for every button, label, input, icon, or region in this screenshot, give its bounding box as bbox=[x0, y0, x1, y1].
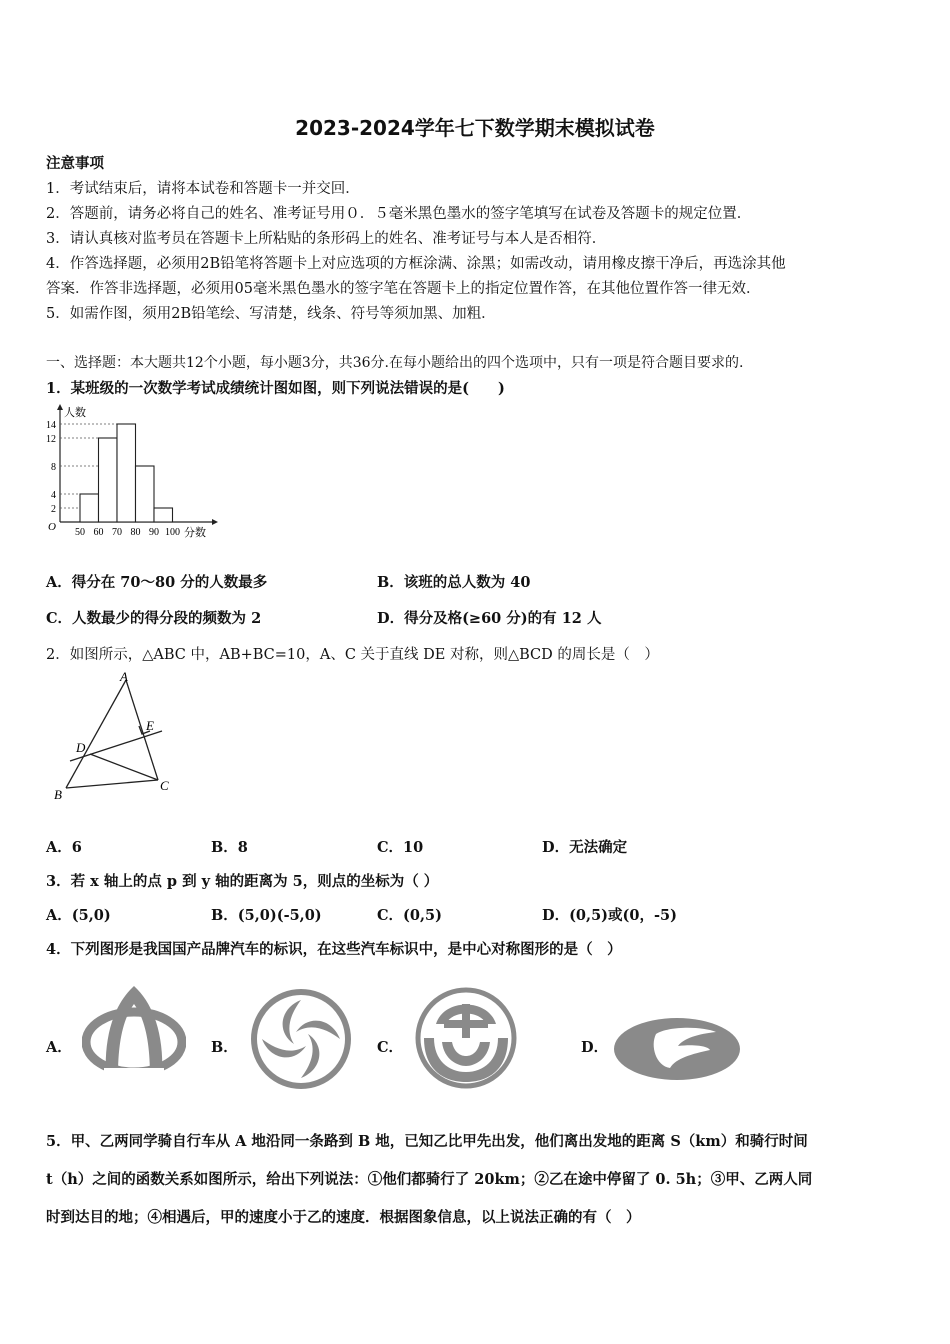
side-ab bbox=[66, 680, 126, 788]
q5-line: t（h）之间的函数关系如图所示，给出下列说法：①他们都骑行了 20km；②乙在途中停留了 0. 5h；③甲、乙两人同 bbox=[46, 1171, 813, 1188]
y-axis-arrow bbox=[57, 404, 63, 410]
y-tick-label: 2 bbox=[51, 504, 56, 515]
notice-item: 答案．作答非选择题，必须用05毫米黑色墨水的签字笔在答题卡上的指定位置作答，在其他位置作答一律无效． bbox=[46, 281, 761, 297]
x-axis-label: 分数 bbox=[184, 527, 206, 539]
histogram-bar bbox=[136, 466, 155, 522]
q3-option-b[interactable]: B．(5,0)(-5,0) bbox=[211, 907, 322, 924]
q2-option-a[interactable]: A．6 bbox=[46, 839, 82, 856]
arch-logo-icon bbox=[82, 980, 186, 1084]
histogram-bar bbox=[117, 424, 136, 522]
origin-label: O bbox=[48, 521, 56, 533]
y-tick-label: 14 bbox=[46, 420, 56, 431]
q4-option-b[interactable]: B． bbox=[211, 1039, 238, 1056]
q2-option-c[interactable]: C．10 bbox=[377, 839, 424, 856]
q3-stem: 3．若 x 轴上的点 p 到 y 轴的距离为 5，则点的坐标为（ ） bbox=[46, 873, 439, 890]
histogram-bar bbox=[80, 494, 99, 522]
x-tick-label: 60 bbox=[93, 527, 104, 538]
label-b: B bbox=[54, 787, 62, 802]
section-heading: 一、选择题：本大题共12个小题，每小题3分，共36分.在每小题给出的四个选项中，只有一项是符合题目要求的. bbox=[46, 355, 744, 371]
q4-option-a[interactable]: A． bbox=[46, 1039, 72, 1056]
label-c: C bbox=[160, 778, 169, 793]
q1-option-a[interactable]: A．得分在 70～80 分的人数最多 bbox=[46, 574, 268, 591]
x-tick-label: 80 bbox=[130, 527, 141, 538]
histogram-bar bbox=[154, 508, 173, 522]
page-title: 2023-2024学年七下数学期末模拟试卷 bbox=[295, 116, 655, 140]
q3-option-c[interactable]: C．(0,5) bbox=[377, 907, 442, 924]
histogram-chart bbox=[40, 404, 220, 544]
q4-stem: 4．下列图形是我国国产品牌汽车的标识，在这些汽车标识中，是中心对称图形的是（ ） bbox=[46, 941, 622, 958]
q4-option-d[interactable]: D． bbox=[581, 1039, 609, 1056]
q1-stem: 1．某班级的一次数学考试成绩统计图如图，则下列说法错误的是( ) bbox=[46, 380, 505, 397]
notice-heading: 注意事项 bbox=[46, 155, 104, 172]
q2-stem: 2．如图所示，△ABC 中，AB+BC=10，A、C 关于直线 DE 对称，则△BCD 的周长是（ ） bbox=[46, 647, 659, 663]
q1-option-b[interactable]: B．该班的总人数为 40 bbox=[377, 574, 531, 591]
q5-line: 时到达目的地；④相遇后，甲的速度小于乙的速度．根据图象信息，以上说法正确的有（ ） bbox=[46, 1209, 641, 1226]
circle-logo-icon bbox=[414, 986, 518, 1090]
notice-item: 3．请认真核对监考员在答题卡上所粘贴的条形码上的姓名、准考证号与本人是否相符． bbox=[46, 231, 607, 247]
y-tick-label: 4 bbox=[51, 490, 56, 501]
q2-option-b[interactable]: B．8 bbox=[211, 839, 248, 856]
label-a: A bbox=[120, 669, 128, 684]
notice-item: 4．作答选择题，必须用2B铅笔将答题卡上对应选项的方框涂满、涂黑；如需改动，请用橡皮擦干净后，再选涂其他 bbox=[46, 256, 786, 272]
notice-item: 1．考试结束后，请将本试卷和答题卡一并交回． bbox=[46, 181, 360, 197]
q1-option-c[interactable]: C．人数最少的得分段的频数为 2 bbox=[46, 610, 262, 627]
y-axis-label: 人数 bbox=[64, 407, 86, 419]
q2-option-d[interactable]: D．无法确定 bbox=[542, 839, 628, 856]
q1-option-d[interactable]: D．得分及格(≥60 分)的有 12 人 bbox=[377, 610, 602, 627]
q3-option-a[interactable]: A．(5,0) bbox=[46, 907, 111, 924]
y-tick-label: 8 bbox=[51, 462, 56, 473]
label-d: D bbox=[76, 740, 86, 755]
q3-option-d[interactable]: D．(0,5)或(0，-5) bbox=[542, 907, 677, 924]
y-tick-label: 12 bbox=[46, 434, 56, 445]
histogram-bar bbox=[99, 438, 118, 522]
segment-dc bbox=[90, 754, 158, 780]
x-tick-label: 100 bbox=[165, 527, 180, 538]
notice-item: 5．如需作图，须用2B铅笔绘、写清楚，线条、符号等须加黑、加粗． bbox=[46, 306, 496, 322]
label-e: E bbox=[146, 718, 154, 733]
x-axis-arrow bbox=[212, 519, 218, 525]
oval-logo-icon bbox=[612, 1016, 742, 1082]
q4-option-c[interactable]: C． bbox=[377, 1039, 404, 1056]
x-tick-label: 90 bbox=[149, 527, 159, 538]
x-tick-label: 70 bbox=[112, 527, 122, 538]
side-bc bbox=[66, 780, 158, 788]
swirl-logo-icon bbox=[250, 988, 352, 1090]
q5-line: 5．甲、乙两同学骑自行车从 A 地沿同一条路到 B 地，已知乙比甲先出发，他们离出发地的距离 S（km）和骑行时间 bbox=[46, 1133, 808, 1150]
notice-item: 2．答题前，请务必将自己的姓名、准考证号用０．５毫米黑色墨水的签字笔填写在试卷及答题卡的规定位置． bbox=[46, 206, 752, 222]
triangle-figure bbox=[46, 668, 186, 808]
x-tick-label: 50 bbox=[75, 527, 85, 538]
